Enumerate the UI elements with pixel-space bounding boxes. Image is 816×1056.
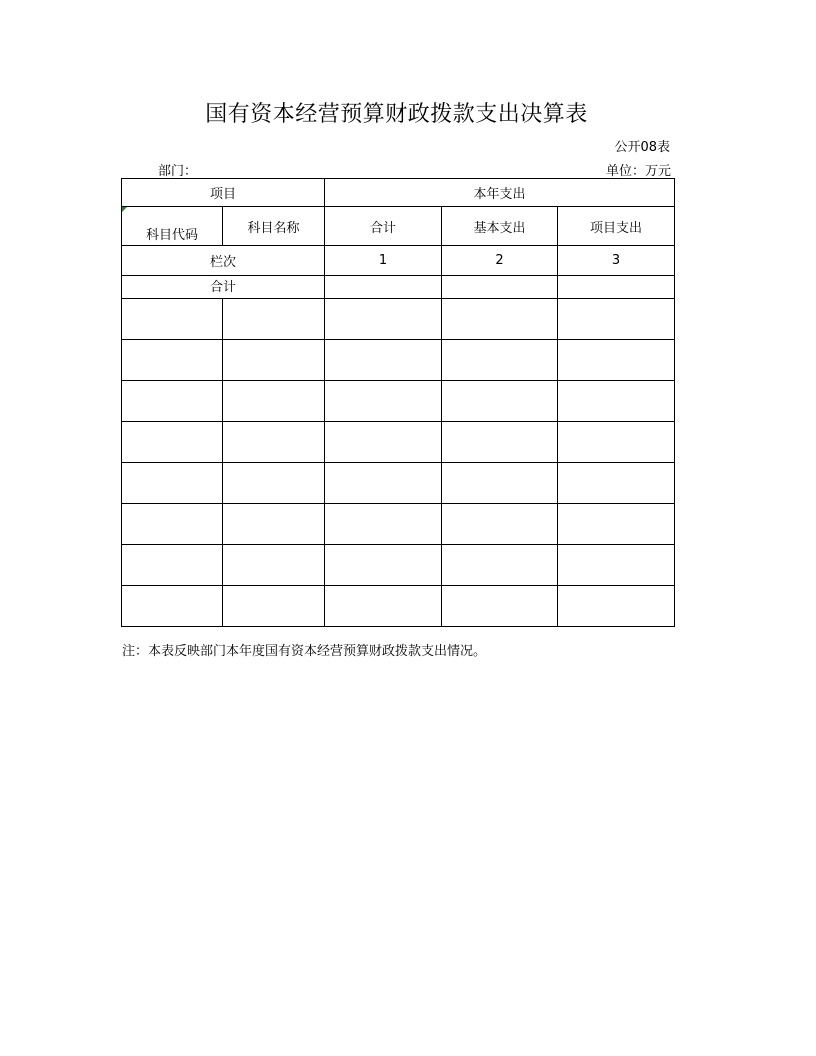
total-project-cell: [558, 276, 675, 299]
footnote: 注：本表反映部门本年度国有资本经营预算财政拨款支出情况。: [122, 644, 487, 659]
cell-corner-marker: [122, 207, 127, 212]
cell-total: [325, 463, 442, 504]
col-project: 项目支出: [558, 207, 675, 246]
cell-project: [558, 504, 675, 545]
cell-subject-name: [223, 463, 325, 504]
cell-subject-name: [223, 299, 325, 340]
table-row: [122, 586, 675, 627]
cell-subject-code: [122, 422, 223, 463]
cell-basic: [442, 463, 558, 504]
cell-subject-name: [223, 381, 325, 422]
cell-subject-name: [223, 422, 325, 463]
cell-basic: [442, 340, 558, 381]
cell-basic: [442, 545, 558, 586]
col-total: 合计: [325, 207, 442, 246]
column-index-label: 栏次: [122, 246, 325, 276]
cell-total: [325, 299, 442, 340]
form-code: 公开08表: [614, 140, 670, 155]
cell-project: [558, 299, 675, 340]
cell-basic: [442, 586, 558, 627]
total-row: [122, 276, 675, 299]
col-subject-name: 科目名称: [223, 207, 325, 246]
cell-subject-code: [122, 463, 223, 504]
cell-project: [558, 381, 675, 422]
cell-subject-name: [223, 504, 325, 545]
column-index-3: 3: [558, 246, 675, 276]
cell-total: [325, 504, 442, 545]
cell-project: [558, 545, 675, 586]
cell-basic: [442, 299, 558, 340]
table-row: [122, 545, 675, 586]
header-item: 项目: [122, 179, 325, 207]
column-index-1: 1: [325, 246, 442, 276]
table-row: [122, 381, 675, 422]
cell-total: [325, 340, 442, 381]
cell-subject-code: [122, 545, 223, 586]
total-row-label: 合计: [122, 276, 325, 299]
cell-subject-code: [122, 340, 223, 381]
col-subject-code: [122, 207, 223, 246]
cell-basic: [442, 381, 558, 422]
cell-total: [325, 422, 442, 463]
cell-project: [558, 586, 675, 627]
cell-subject-code: [122, 586, 223, 627]
unit-label: 单位：万元: [605, 164, 671, 179]
column-index-row: [122, 246, 675, 276]
table-row: [122, 463, 675, 504]
cell-subject-name: [223, 545, 325, 586]
cell-subject-name: [223, 586, 325, 627]
cell-project: [558, 340, 675, 381]
table-row: [122, 340, 675, 381]
cell-subject-name: [223, 340, 325, 381]
cell-subject-code: [122, 504, 223, 545]
cell-project: [558, 422, 675, 463]
cell-subject-code: [122, 381, 223, 422]
table-row: [122, 299, 675, 340]
header-current-year: 本年支出: [325, 179, 675, 207]
total-cell: [325, 276, 442, 299]
cell-basic: [442, 504, 558, 545]
department-label: 部门：: [158, 164, 198, 179]
page-title: 国有资本经营预算财政拨款支出决算表: [205, 102, 588, 127]
cell-project: [558, 463, 675, 504]
table-row: [122, 422, 675, 463]
column-index-2: 2: [442, 246, 558, 276]
total-basic-cell: [442, 276, 558, 299]
table-subheader-row: [122, 207, 675, 246]
expenditure-table: [121, 178, 675, 627]
table-header-row: [122, 179, 675, 207]
cell-basic: [442, 422, 558, 463]
cell-subject-code: [122, 299, 223, 340]
cell-total: [325, 381, 442, 422]
col-basic: 基本支出: [442, 207, 558, 246]
cell-total: [325, 545, 442, 586]
col-subject-code-label: 科目代码: [145, 228, 198, 243]
table-row: [122, 504, 675, 545]
cell-total: [325, 586, 442, 627]
